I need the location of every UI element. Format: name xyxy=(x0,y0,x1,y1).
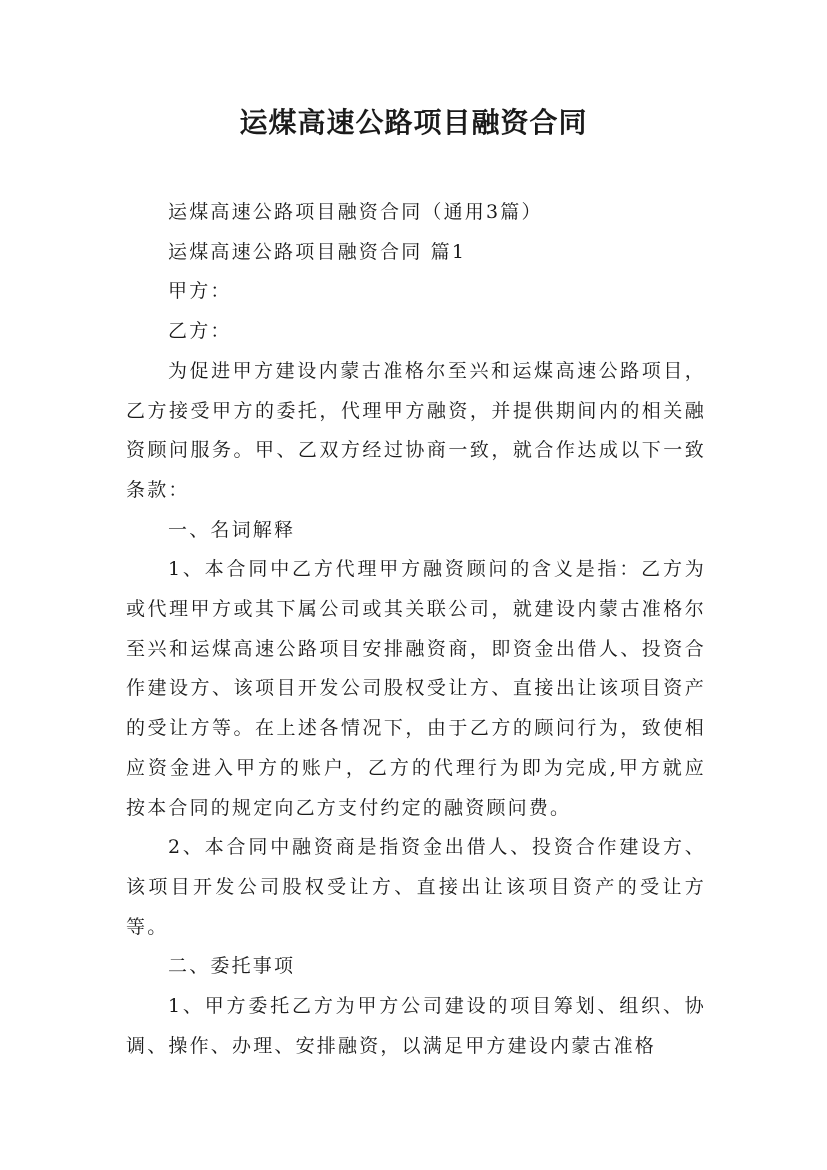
document-body xyxy=(126,193,706,1066)
document-title: 运煤高速公路项目融资合同 xyxy=(239,106,588,139)
section-heading-definitions: 一、名词解释 xyxy=(168,518,296,541)
paragraph-party-b: 乙方： xyxy=(168,320,232,343)
paragraph-party-a: 甲方： xyxy=(168,280,232,303)
paragraph-article-heading: 运煤高速公路项目融资合同 篇1 xyxy=(168,240,467,263)
paragraph-definition-2: 2、本合同中融资商是指资金出借人、投资合作建设方、该项目开发公司股权受让方、直接出让该项目资产的受让方等。 xyxy=(126,836,706,938)
paragraph-preamble: 为促进甲方建设内蒙古准格尔至兴和运煤高速公路项目，乙方接受甲方的委托，代理甲方融资，并提供期间内的相关融资顾问服务。甲、乙双方经过协商一致，就合作达成以下一致条款： xyxy=(126,359,706,501)
paragraph-definition-1: 1、本合同中乙方代理甲方融资顾问的含义是指：乙方为或代理甲方或其下属公司或其关联公司，就建设内蒙古准格尔至兴和运煤高速公路项目安排融资商，即资金出借人、投资合作建设方、该项目开发公司股权受让方、直接出让该项目资产的受让方等。在上述各情况下，由于乙方的顾问行为，致使相应资金进入甲方的账户，乙方的代理行为即为完成,甲方就应按本合同的规定向乙方支付约定的融资顾问费。 xyxy=(126,558,706,819)
section-heading-entrusted-matters: 二、委托事项 xyxy=(168,955,296,978)
paragraph-subtitle: 运煤高速公路项目融资合同（通用3篇） xyxy=(168,201,543,223)
paragraph-entrusted-1: 1、甲方委托乙方为甲方公司建设的项目筹划、组织、协调、操作、办理、安排融资，以满足甲方建设内蒙古准格 xyxy=(126,995,706,1057)
